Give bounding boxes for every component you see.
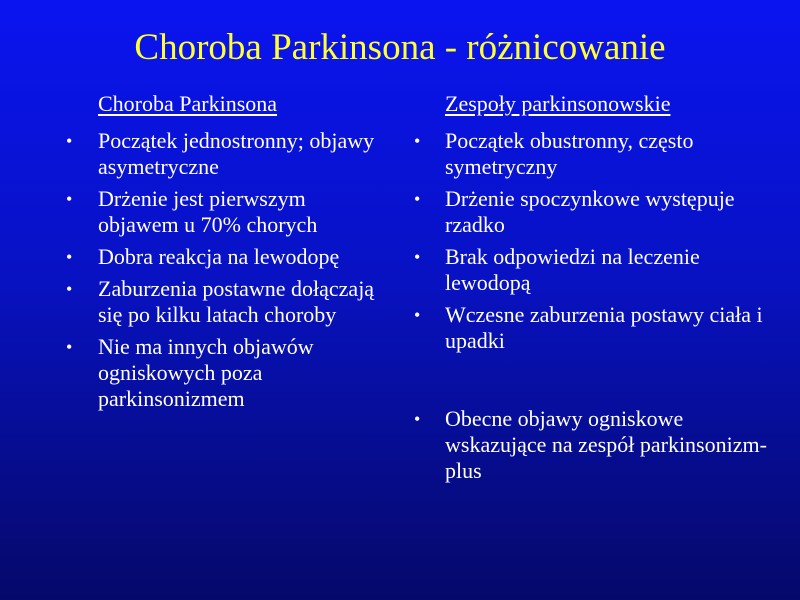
list-item-text: Zaburzenia postawne dołączają się po kilku latach choroby xyxy=(98,276,375,327)
bullet-icon: • xyxy=(66,189,73,209)
right-bullet-list xyxy=(412,128,772,484)
list-item-text: Początek jednostronny; objawy asymetryczne xyxy=(98,128,375,179)
list-item-text: Brak odpowiedzi na leczenie lewodopą xyxy=(445,244,700,295)
bullet-icon: • xyxy=(414,189,421,209)
list-item xyxy=(412,128,772,180)
list-item xyxy=(64,244,384,270)
bullet-icon: • xyxy=(414,305,421,325)
list-item xyxy=(412,406,772,484)
list-item-text: Nie ma innych objawów ogniskowych poza parkinsonizmem xyxy=(98,334,314,411)
list-item xyxy=(412,186,772,238)
list-item-text: Początek obustronny, często symetryczny xyxy=(445,128,694,179)
list-item-text: Drżenie spoczynkowe występuje rzadko xyxy=(445,186,735,237)
bullet-icon: • xyxy=(66,131,73,151)
list-item-text: Dobra reakcja na lewodopę xyxy=(98,244,340,269)
right-column-header: Zespoły parkinsonowskie xyxy=(445,91,671,116)
list-item xyxy=(64,334,384,412)
bullet-icon: • xyxy=(66,247,73,267)
slide-title: Choroba Parkinsona - różnicowanie xyxy=(134,27,666,68)
right-column xyxy=(412,88,772,490)
bullet-icon: • xyxy=(66,337,73,357)
list-item xyxy=(64,276,384,328)
left-column-header: Choroba Parkinsona xyxy=(98,91,278,116)
list-item-text: Wczesne zaburzenia postawy ciała i upadki xyxy=(445,302,763,353)
list-item xyxy=(412,244,772,296)
bullet-icon: • xyxy=(414,131,421,151)
bullet-icon: • xyxy=(66,279,73,299)
bullet-icon: • xyxy=(414,247,421,267)
list-item xyxy=(64,186,384,238)
left-bullet-list xyxy=(64,128,384,412)
list-item-text: Drżenie jest pierwszym objawem u 70% chorych xyxy=(98,186,318,237)
list-item xyxy=(64,128,384,180)
list-item xyxy=(412,302,772,354)
left-column xyxy=(64,88,384,418)
list-item-text: Obecne objawy ogniskowe wskazujące na zespół parkinsonizm-plus xyxy=(445,406,767,483)
bullet-icon: • xyxy=(414,409,421,429)
